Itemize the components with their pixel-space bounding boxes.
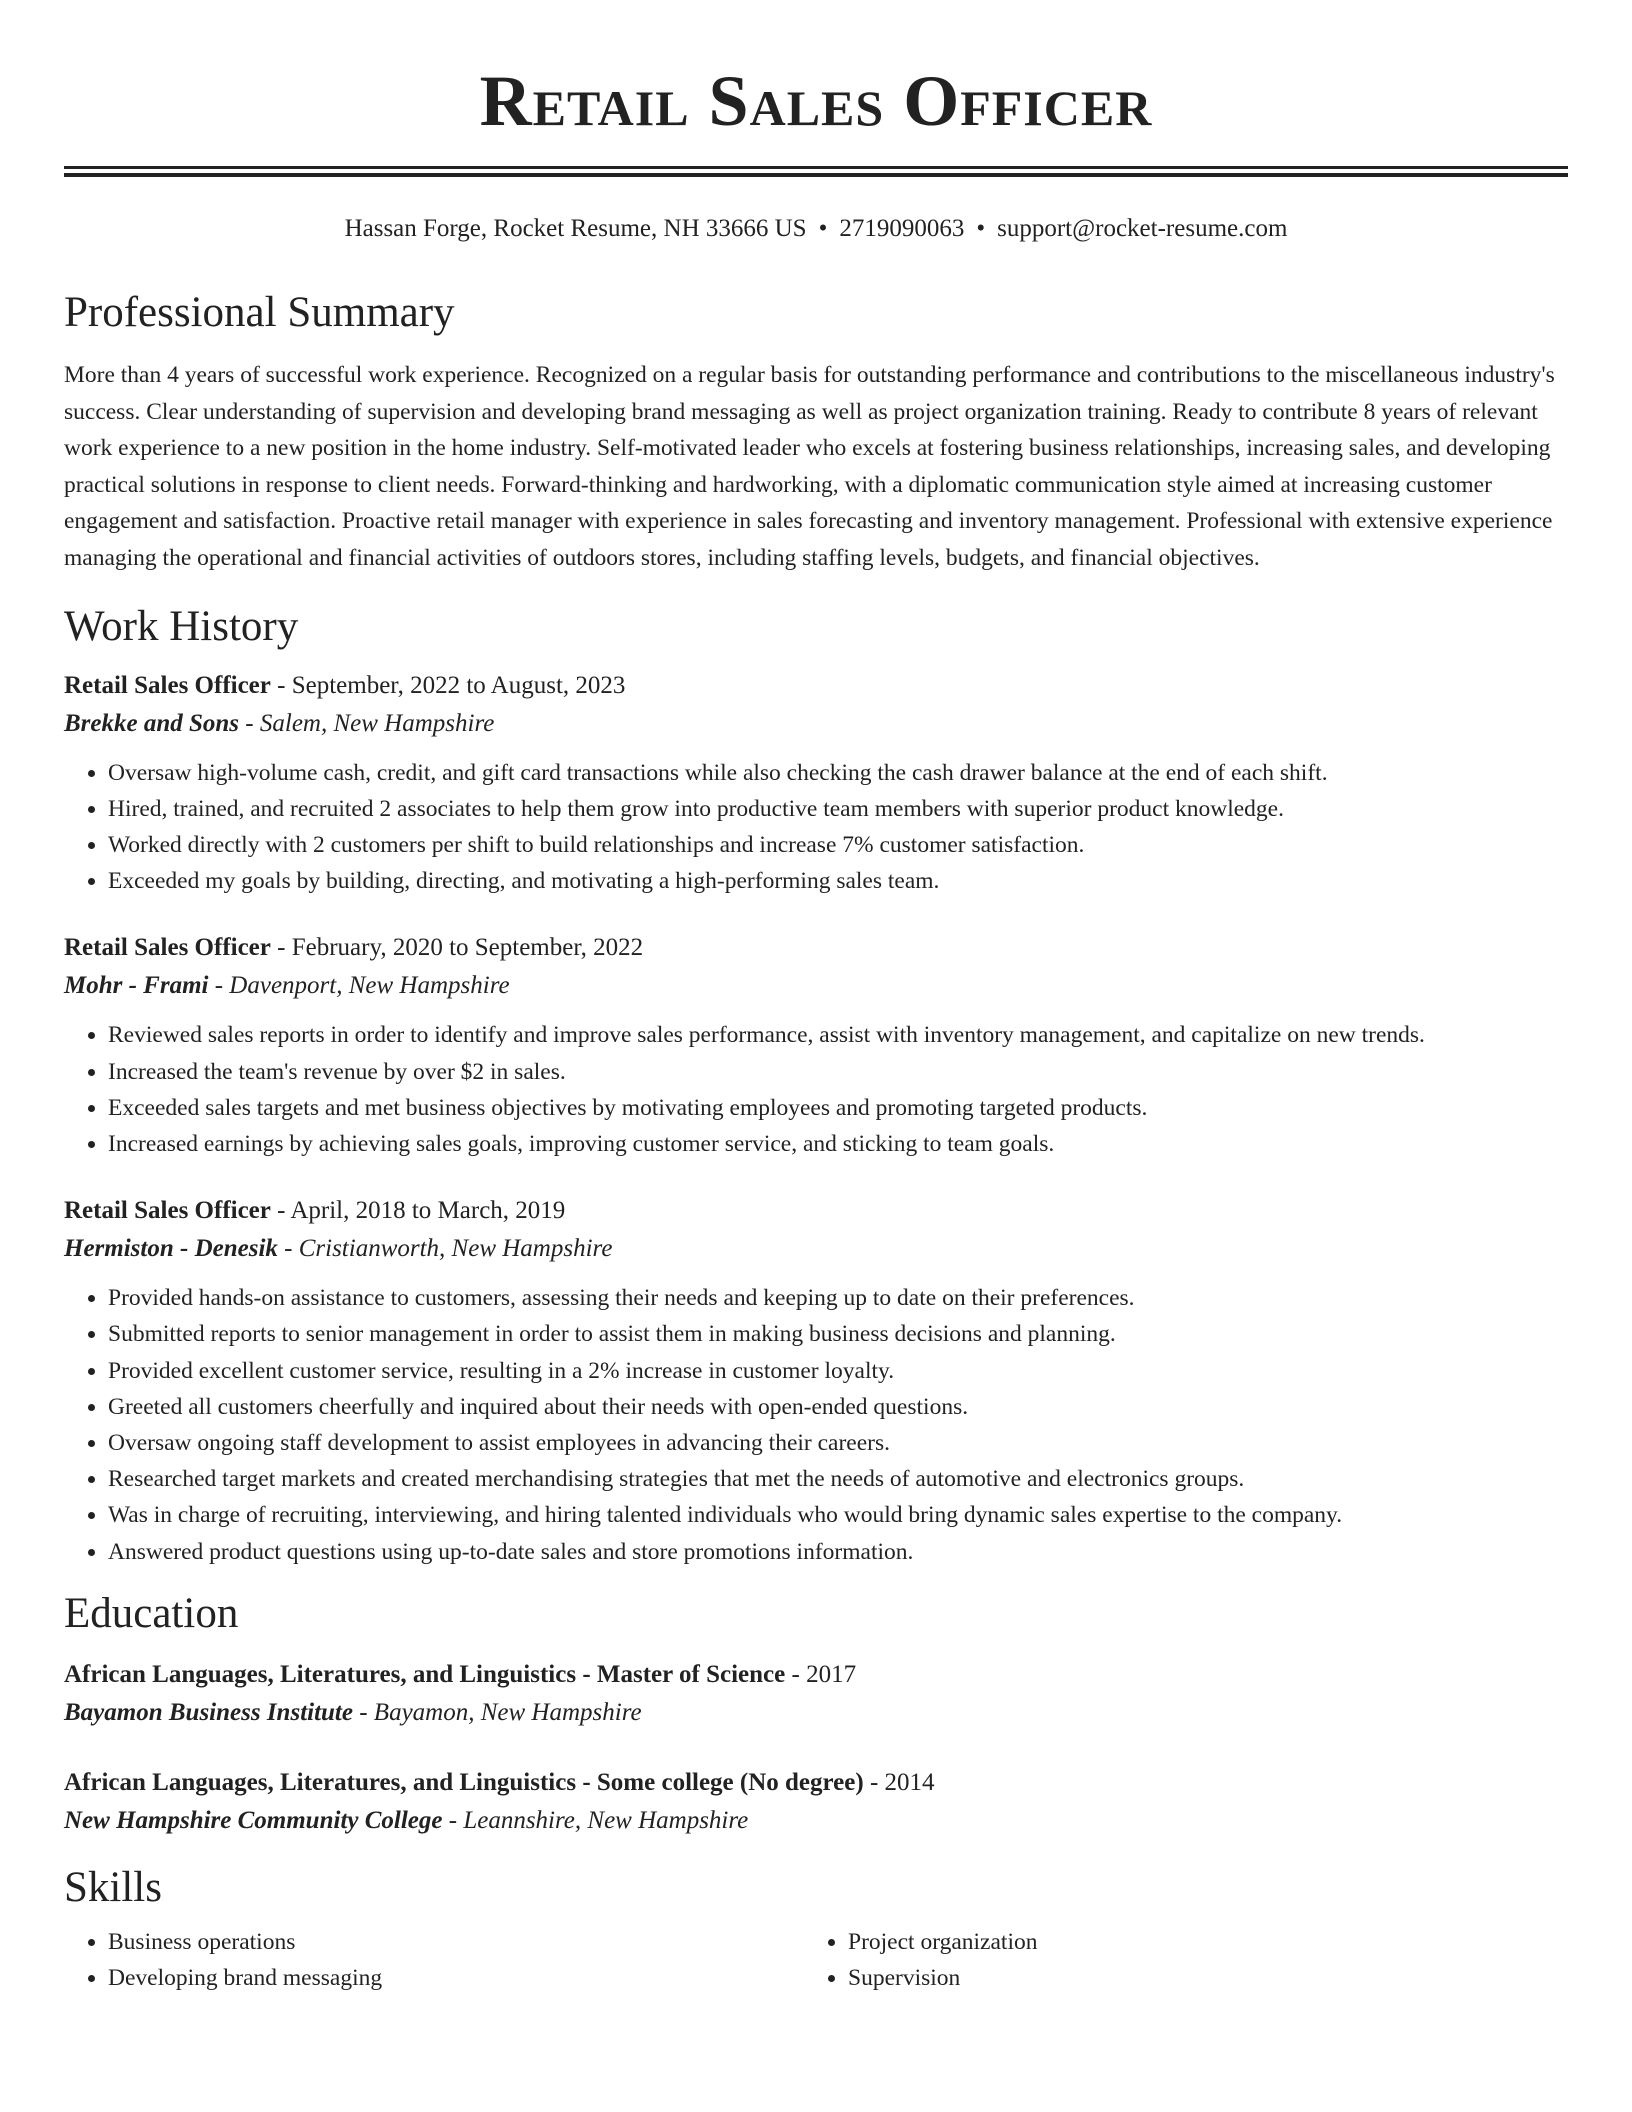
job-employer: [64, 705, 1568, 743]
job-title: Retail Sales Officer: [64, 1197, 271, 1225]
education-school: New Hampshire Community College: [64, 1806, 443, 1834]
list-item: • Oversaw ongoing staff development to assist employees in advancing their careers.: [108, 1425, 1568, 1461]
list-item: • Exceeded my goals by building, directing, and motivating a high-performing sales team.: [108, 863, 1568, 899]
list-item: • Business operations: [108, 1924, 804, 1960]
education-institution: [64, 1694, 1568, 1732]
list-item: • Submitted reports to senior management in order to assist them in making business decisions and planning.: [108, 1316, 1568, 1352]
list-item: • Increased the team's revenue by over $2 in sales.: [108, 1054, 1568, 1090]
list-item: • Reviewed sales reports in order to identify and improve sales performance, assist with inventory management, and capitalize on new trends.: [108, 1017, 1568, 1053]
job-header: [64, 929, 1568, 967]
education-header: [64, 1656, 1568, 1694]
job-dates: - February, 2020 to September, 2022: [270, 934, 644, 962]
education-degree: African Languages, Literatures, and Linguistics - Master of Science: [64, 1660, 786, 1688]
education-year: - 2014: [863, 1768, 935, 1796]
list-item: • Answered product questions using up-to-date sales and store promotions information.: [108, 1534, 1568, 1570]
list-item: • Developing brand messaging: [108, 1960, 804, 1996]
job-location: - Cristianworth, New Hampshire: [277, 1235, 613, 1263]
education-heading: Education: [64, 1589, 239, 1637]
job-entry: [64, 667, 1568, 900]
skills-list: [64, 1924, 1568, 1996]
education-entry: [64, 1656, 1568, 1732]
contact-address: Hassan Forge, Rocket Resume, NH 33666 US: [344, 215, 807, 242]
list-item: • Oversaw high-volume cash, credit, and gift card transactions while also checking the cash drawer balance at the end of each shift.: [108, 755, 1568, 791]
job-company: Brekke and Sons: [64, 709, 240, 737]
list-item: • Was in charge of recruiting, interviewing, and hiring talented individuals who would bring dynamic sales expertise to the company.: [108, 1497, 1568, 1533]
contact-separator: •: [976, 215, 986, 242]
job-dates: - September, 2022 to August, 2023: [270, 671, 626, 699]
contact-line: [64, 213, 1568, 245]
education-location: - Leannshire, New Hampshire: [442, 1806, 749, 1834]
education-school: Bayamon Business Institute: [64, 1698, 353, 1726]
job-header: [64, 667, 1568, 705]
job-company: Hermiston - Denesik: [64, 1235, 278, 1263]
contact-email: support@rocket-resume.com: [997, 215, 1288, 242]
job-bullets: [64, 1017, 1568, 1162]
job-header: [64, 1192, 1568, 1230]
summary-heading: Professional Summary: [64, 289, 455, 336]
list-item: • Greeted all customers cheerfully and inquired about their needs with open-ended questions.: [108, 1389, 1568, 1425]
skills-column-right: [804, 1924, 1544, 1996]
list-item: • Supervision: [848, 1960, 1544, 1996]
list-item: • Increased earnings by achieving sales goals, improving customer service, and sticking to team goals.: [108, 1126, 1568, 1162]
list-item: • Researched target markets and created merchandising strategies that met the needs of automotive and electronics groups.: [108, 1461, 1568, 1497]
work-history-heading: Work History: [64, 602, 299, 650]
skills-heading: Skills: [64, 1863, 162, 1911]
list-item: • Provided hands-on assistance to customers, assessing their needs and keeping up to date on their preferences.: [108, 1280, 1568, 1316]
job-entry: [64, 1192, 1568, 1570]
job-entry: [64, 929, 1568, 1162]
resume-name: Retail Sales Officer: [479, 61, 1153, 141]
job-title: Retail Sales Officer: [64, 934, 271, 962]
job-location: - Davenport, New Hampshire: [208, 972, 510, 1000]
job-employer: [64, 1230, 1568, 1268]
education-entry: [64, 1764, 1568, 1840]
header-double-rule: [64, 166, 1568, 177]
list-item: • Hired, trained, and recruited 2 associates to help them grow into productive team members with superior product knowledge.: [108, 791, 1568, 827]
education-institution: [64, 1802, 1568, 1840]
job-employer: [64, 967, 1568, 1005]
education-header: [64, 1764, 1568, 1802]
summary-text: More than 4 years of successful work experience. Recognized on a regular basis for outstanding performance and contributions to the miscellaneous industry's success. Clear understanding of supervision and developing brand messaging as well as project organization training. Ready to contribute 8 years of relevant work experience to a new position in the home industry. Self-motivated leader who excels at fostering business relationships, increasing sales, and developing practical solutions in response to client needs. Forward-thinking and hardworking, with a diplomatic communication style aimed at increasing customer engagement and satisfaction. Proactive retail manager with experience in sales forecasting and inventory management. Professional with extensive experience managing the operational and financial activities of outdoors stores, including staffing levels, budgets, and financial objectives.: [64, 362, 1555, 571]
job-company: Mohr - Frami: [64, 972, 209, 1000]
contact-phone: 2719090063: [839, 215, 965, 242]
list-item: • Project organization: [848, 1924, 1544, 1960]
job-location: - Salem, New Hampshire: [239, 709, 495, 737]
job-bullets: [64, 755, 1568, 900]
list-item: • Exceeded sales targets and met business objectives by motivating employees and promoting targeted products.: [108, 1090, 1568, 1126]
list-item: • Provided excellent customer service, resulting in a 2% increase in customer loyalty.: [108, 1353, 1568, 1389]
job-dates: - April, 2018 to March, 2019: [270, 1197, 566, 1225]
list-item: • Worked directly with 2 customers per shift to build relationships and increase 7% customer satisfaction.: [108, 827, 1568, 863]
skills-column-left: [64, 1924, 804, 1996]
job-bullets: [64, 1280, 1568, 1570]
job-title: Retail Sales Officer: [64, 671, 271, 699]
contact-separator: •: [818, 215, 828, 242]
education-degree: African Languages, Literatures, and Linguistics - Some college (No degree): [64, 1768, 864, 1796]
education-location: - Bayamon, New Hampshire: [352, 1698, 642, 1726]
education-year: - 2017: [785, 1660, 857, 1688]
